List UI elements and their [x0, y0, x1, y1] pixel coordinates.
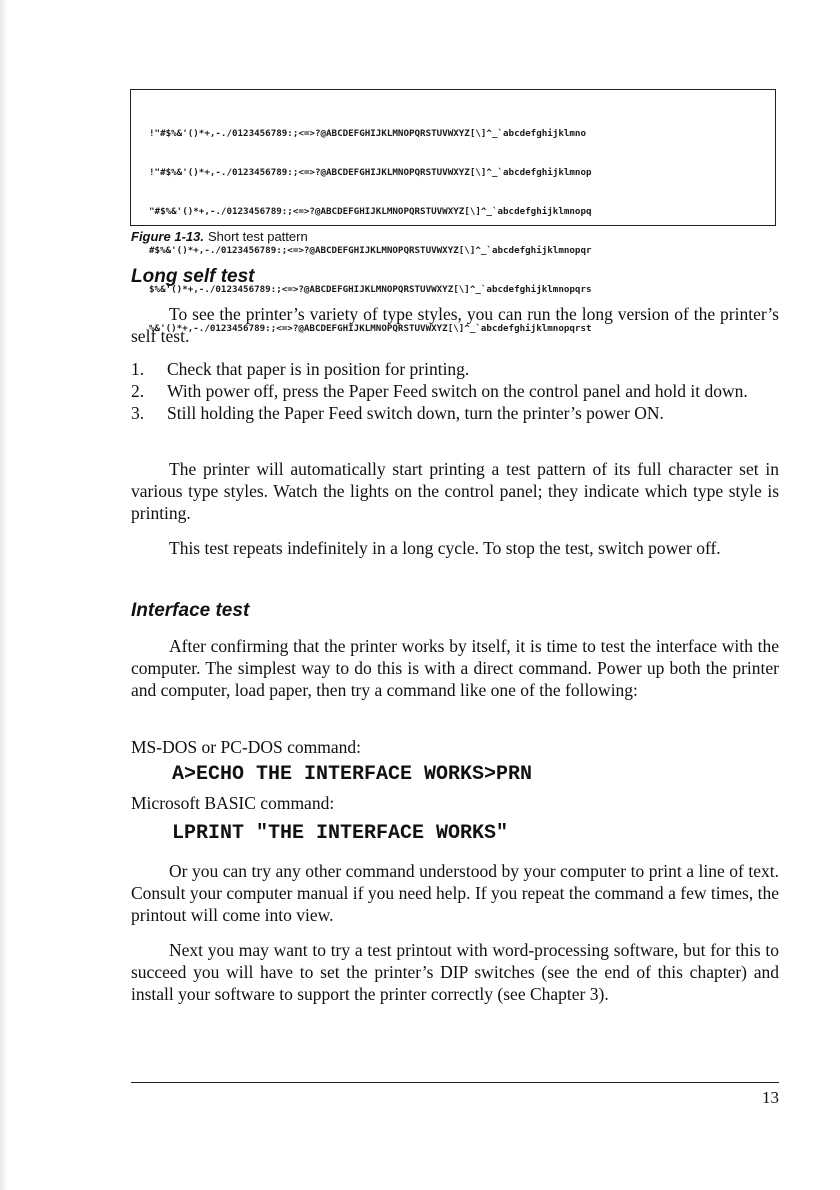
pattern-line: %&'()*+,-./0123456789:;<=>?@ABCDEFGHIJKLMNOPQRSTUVWXYZ[\]^_`abcdefghijklmnopqrst — [149, 323, 592, 334]
step-number: 1. — [131, 359, 145, 379]
basic-command: LPRINT "THE INTERFACE WORKS" — [172, 822, 509, 845]
step-text: Check that paper is in position for printing. — [167, 359, 470, 379]
next-step-paragraph: Next you may want to try a test printout with word-processing software, but for this to succeed you will have to set the printer’s DIP switches (see the end of this chapter) and install your software to support the printer correctly (see Chapter 3). — [131, 940, 779, 1004]
other-command-paragraph: Or you can try any other command understood by your computer to print a line of text. Consult your computer manual if you need help. If you repeat the command a few times, the printout will come into view. — [131, 861, 779, 925]
basic-label: Microsoft BASIC command: — [131, 793, 335, 813]
step-item — [131, 402, 779, 424]
step-number: 3. — [131, 403, 145, 423]
auto-print-paragraph: The printer will automatically start printing a test pattern of its full character set in various type styles. Watch the lights on the control panel; they indicate which type style is printing. — [131, 459, 779, 523]
msdos-label: MS-DOS or PC-DOS command: — [131, 737, 361, 757]
step-text: Still holding the Paper Feed switch down, turn the printer’s power ON. — [167, 403, 664, 423]
figure-caption-label: Figure 1-13. — [131, 229, 204, 244]
interface-test-intro: After confirming that the printer works by itself, it is time to test the interface with the computer. The simplest way to do this is with a direct command. Power up both the printer and computer, load paper, then try a command like one of the following: — [131, 636, 779, 700]
long-self-test-heading: Long self test — [131, 266, 255, 287]
step-item — [131, 380, 779, 402]
pattern-line: "#$%&'()*+,-./0123456789:;<=>?@ABCDEFGHIJKLMNOPQRSTUVWXYZ[\]^_`abcdefghijklmnopq — [149, 206, 592, 217]
repeat-paragraph: This test repeats indefinitely in a long cycle. To stop the test, switch power off. — [169, 538, 721, 558]
scan-edge — [0, 0, 6, 1190]
step-number: 2. — [131, 381, 145, 401]
long-self-test-steps — [131, 358, 779, 424]
msdos-command: A>ECHO THE INTERFACE WORKS>PRN — [172, 763, 533, 786]
footer-rule — [131, 1082, 779, 1083]
pattern-line: $%&'()*+,-./0123456789:;<=>?@ABCDEFGHIJKLMNOPQRSTUVWXYZ[\]^_`abcdefghijklmnopqrs — [149, 284, 592, 295]
step-text: With power off, press the Paper Feed switch on the control panel and hold it down. — [167, 381, 748, 401]
page-number: 13 — [762, 1088, 779, 1107]
pattern-line: !"#$%&'()*+,-./0123456789:;<=>?@ABCDEFGHIJKLMNOPQRSTUVWXYZ[\]^_`abcdefghijklmno — [149, 128, 586, 139]
interface-test-heading: Interface test — [131, 600, 250, 621]
long-self-test-intro: To see the printer’s variety of type styles, you can run the long version of the printer’s self test. — [131, 304, 779, 346]
step-item — [131, 358, 779, 380]
pattern-line: !"#$%&'()*+,-./0123456789:;<=>?@ABCDEFGHIJKLMNOPQRSTUVWXYZ[\]^_`abcdefghijklmnop — [149, 167, 592, 178]
pattern-line: #$%&'()*+,-./0123456789:;<=>?@ABCDEFGHIJKLMNOPQRSTUVWXYZ[\]^_`abcdefghijklmnopqr — [149, 245, 592, 256]
figure-caption-text: Short test pattern — [207, 229, 308, 244]
figure-caption — [131, 229, 308, 244]
